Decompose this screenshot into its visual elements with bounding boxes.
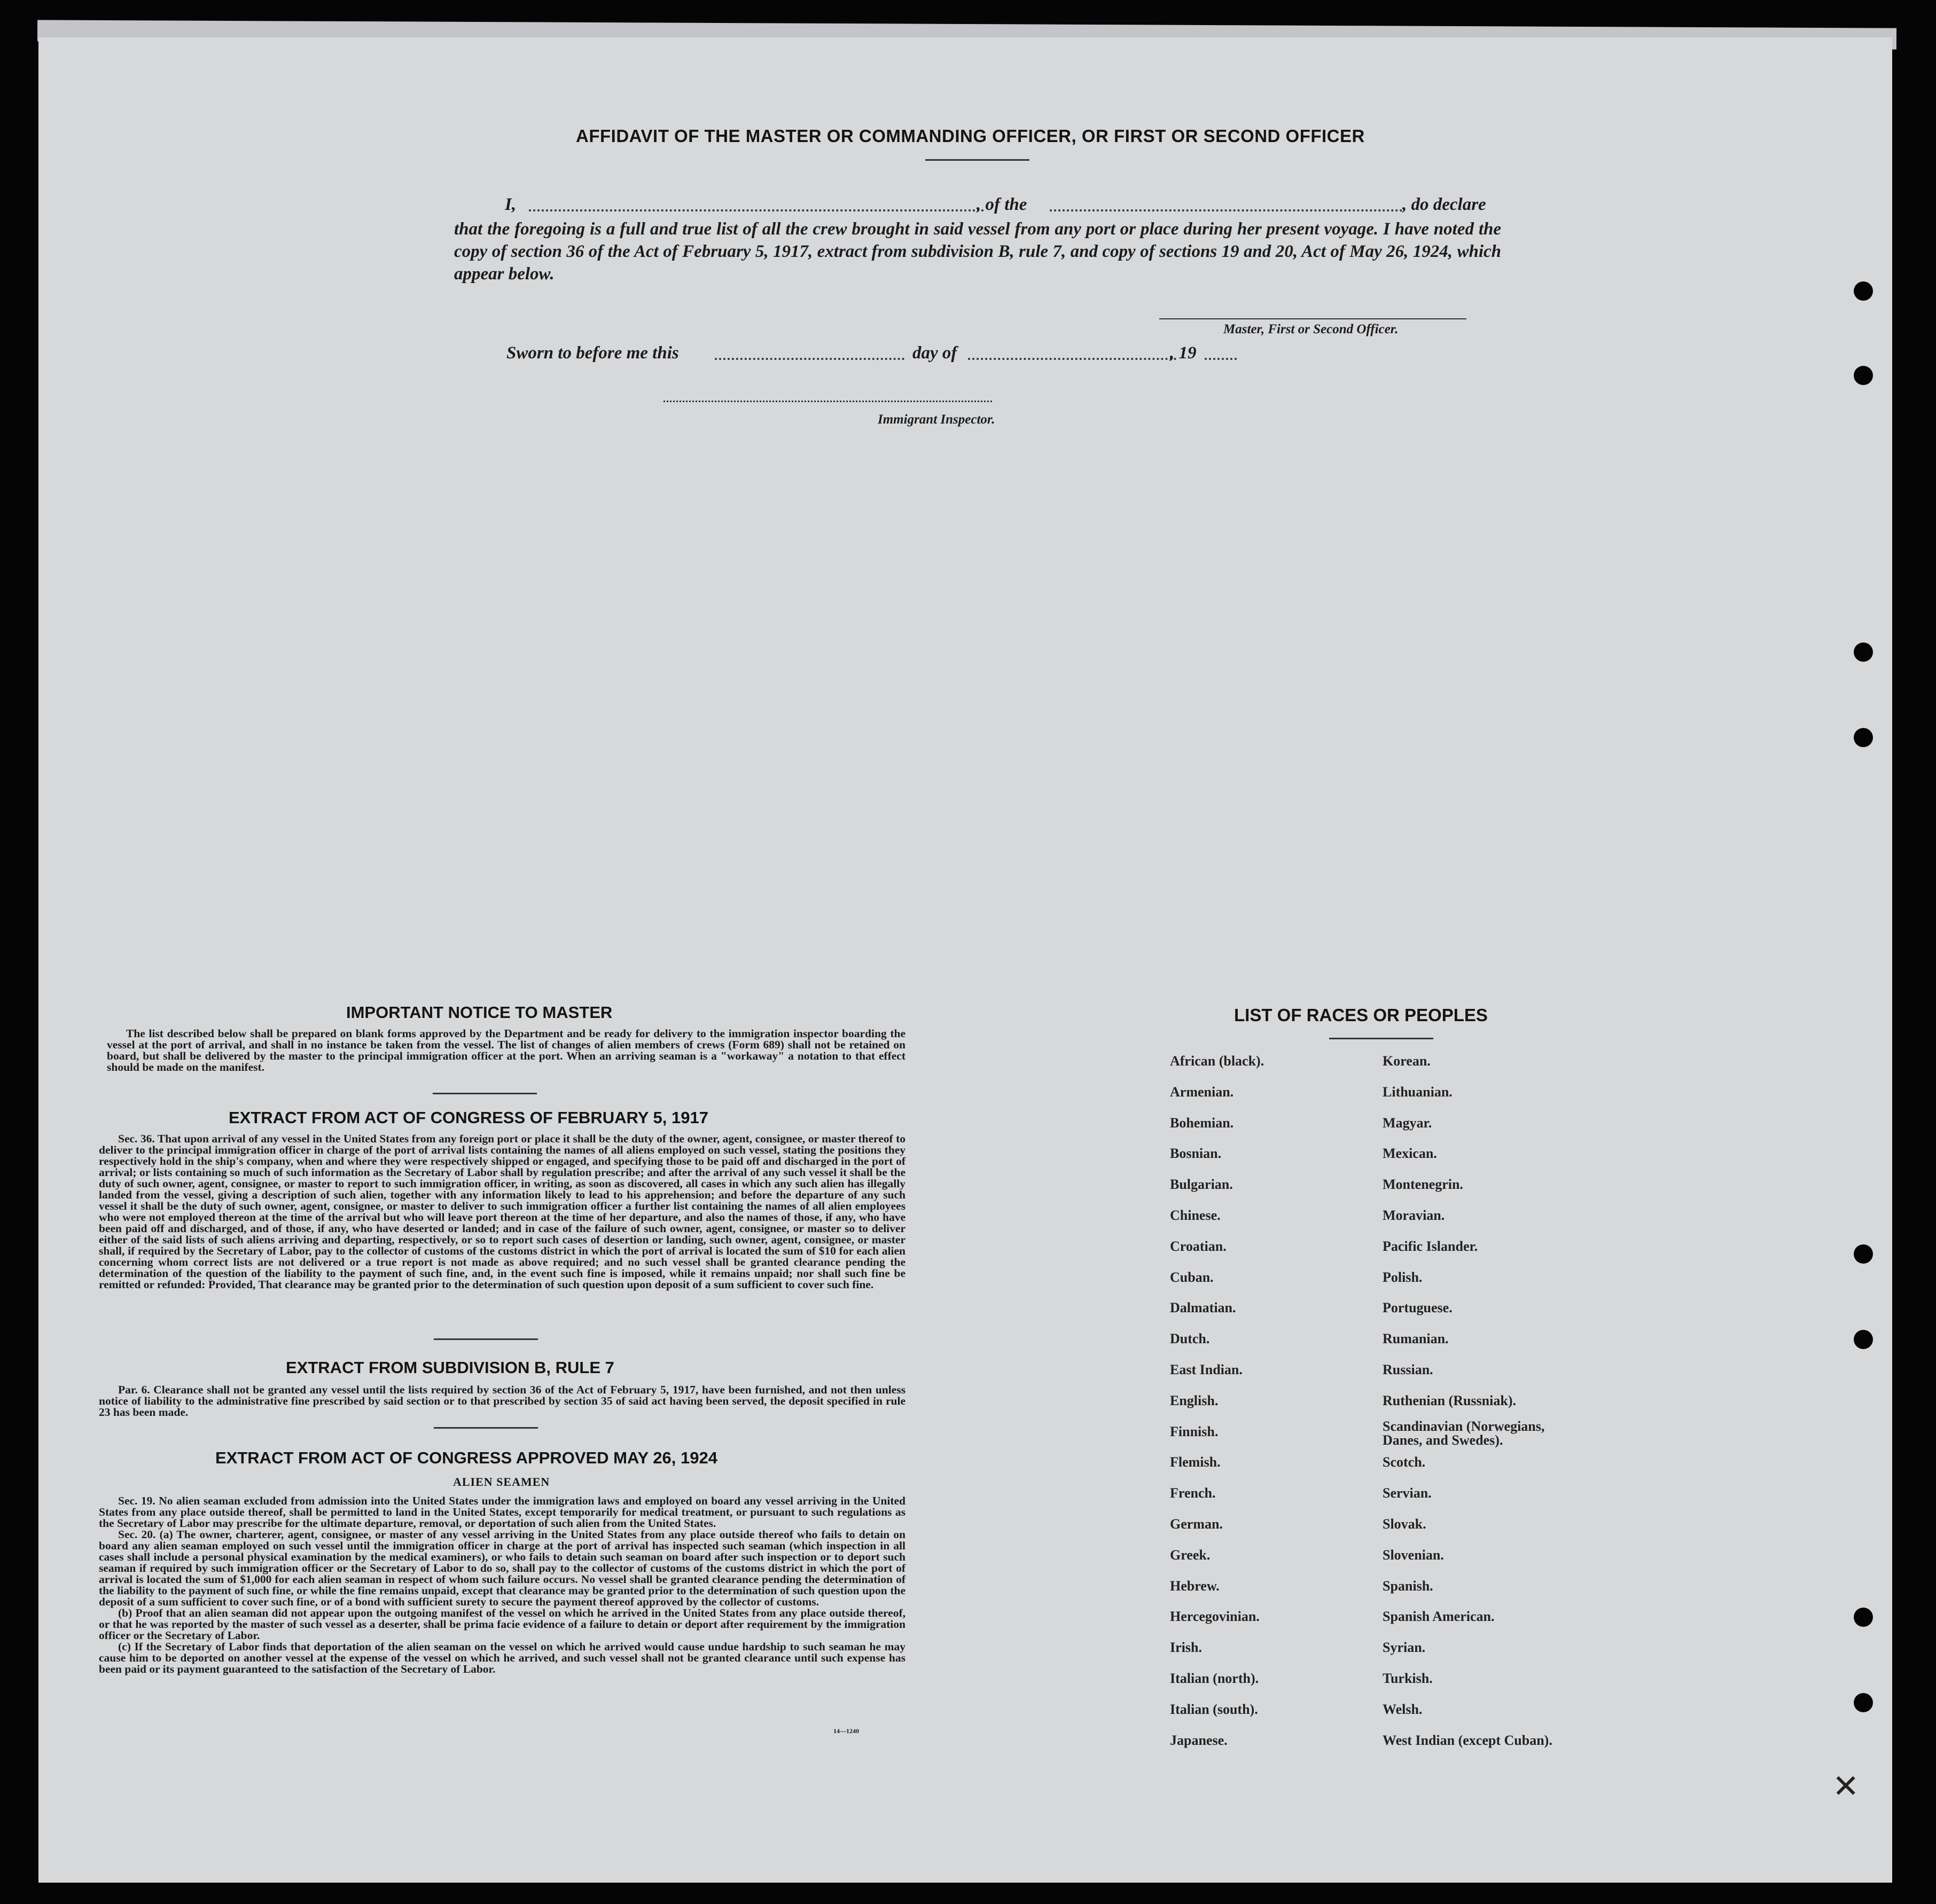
binder-hole [1854,1330,1873,1349]
race-item: Spanish. [1383,1578,1433,1594]
day-of-label: day of [912,343,957,363]
race-item: German. [1170,1516,1223,1532]
extract-1917-text [99,1133,905,1290]
sec-20b-paragraph: (b) Proof that an alien seaman did not appear upon the outgoing manifest of the vessel on which he arrived in the United States from any place outside thereof, or that he was reported by the master of such vessel as a deserter, shall be prima facie evidence of a failure to detain or deport after requirement by the immigration officer or the Secretary of Labor. [99,1607,905,1642]
race-item: West Indian (except Cuban). [1383,1732,1552,1748]
year-label: , 19 [1170,343,1197,363]
inspector-signature-line[interactable] [663,401,992,402]
race-item: Greek. [1170,1547,1211,1563]
race-item: English. [1170,1392,1219,1408]
affidavit-of-the-label: , of the [977,195,1027,214]
race-item: Bohemian. [1170,1115,1234,1131]
sworn-year-blank[interactable] [1205,358,1237,360]
race-item: Portuguese. [1383,1300,1453,1316]
race-item: French. [1170,1485,1216,1501]
race-item: Bosnian. [1170,1146,1222,1162]
race-item: Welsh. [1383,1701,1423,1717]
race-item: Japanese. [1170,1732,1228,1748]
race-item: Servian. [1383,1485,1432,1501]
inspector-label: Immigrant Inspector. [878,412,995,427]
race-item: Dutch. [1170,1331,1210,1347]
race-item: Italian (north). [1170,1671,1259,1686]
binder-hole [1854,642,1873,662]
binder-hole [1854,366,1873,385]
race-item: Slovenian. [1383,1547,1444,1563]
corner-tick-mark: ✕ [1832,1768,1860,1805]
race-item: Scandinavian (Norwegians, Danes, and Swedes). [1383,1418,1545,1448]
race-item: Montenegrin. [1383,1177,1463,1193]
notice-rule [433,1093,537,1094]
race-item: Dalmatian. [1170,1300,1236,1316]
race-item: Lithuanian. [1383,1084,1453,1100]
vessel-blank[interactable] [1050,209,1402,211]
sec-20a-paragraph: Sec. 20. (a) The owner, charterer, agent, consignee, or master of any vessel arriving in the United States from any place outside thereof who fails to detain on board any alien seaman employed on such vessel until the immigration officer in charge at the port of arrival has inspected such seaman (which inspection in all cases shall include a personal physical examination by the medical examiners), or who fails to detain such seaman on board after such inspection or to deport such seaman if required by such immigration officer or the Secretary of Labor to do so, shall pay to the collector of customs of the customs district in which the port of arrival is located the sum of $1,000 for each alien seaman in respect of whom such failure occurs. No vessel shall be granted clearance pending the determination of the liability to the payment of such fine, or while the fine remains unpaid, except that clearance may be granted prior to the determination of such question upon the deposit of a sum sufficient to cover such fine, or of a bond with sufficient surety to secure the payment thereof approved by the collector of customs. [99,1528,905,1608]
sworn-month-blank[interactable] [968,358,1176,360]
sec-19-paragraph: Sec. 19. No alien seaman excluded from admission into the United States under the immigration laws and employed on board any vessel arriving in the United States from any place outside thereof, shall be permitted to land in the United States, except temporarily for medical treatment, or pursuant to such regulations as the Secretary of Labor may prescribe for the ultimate departure, removal, or deportation of such alien from the United States. [99,1494,905,1530]
race-item: Russian. [1383,1362,1433,1377]
affidavit-declare-label: , do declare [1402,195,1486,214]
notice-text [107,1028,905,1073]
affidavit-title-rule [925,159,1029,161]
affidavit-body: that the foregoing is a full and true list of all the crew brought in said vessel from any port or place during her present voyage. I have noted the copy of section 36 of the Act of February 5, 1917, extract from subdivision B, rule 7, and copy of sections 19 and 20, Act of May 26, 1924, which appear below. [454,220,1501,284]
rule-7-rule [434,1427,538,1429]
race-item: Slovak. [1383,1516,1426,1532]
race-item: Bulgarian. [1170,1177,1233,1193]
race-item: Cuban. [1170,1269,1214,1285]
race-item: African (black). [1170,1053,1264,1069]
race-item: Italian (south). [1170,1701,1258,1717]
extract-1917-title: EXTRACT FROM ACT OF CONGRESS OF FEBRUARY 5, 1917 [229,1108,708,1127]
affidavit-i-label: I, [505,195,517,214]
race-item: Syrian. [1383,1640,1426,1656]
sworn-day-blank[interactable] [715,358,904,360]
extract-1924-text [99,1495,905,1675]
race-item: Turkish. [1383,1671,1433,1686]
affidavit-title: AFFIDAVIT OF THE MASTER OR COMMANDING OFFICER, OR FIRST OR SECOND OFFICER [576,126,1365,146]
race-item: Irish. [1170,1640,1202,1656]
races-title: LIST OF RACES OR PEOPLES [1234,1005,1488,1025]
sec-20c-paragraph: (c) If the Secretary of Labor finds that deportation of the alien seaman on the vessel on which he arrived would cause undue hardship to such seaman he may cause him to be deported on another vessel at the expense of the vessel on which he arrived, and such vessel shall not be granted clearance until such expense has been paid or its payment guaranteed to the satisfaction of the Secretary of Labor. [99,1640,905,1675]
signature-line[interactable] [1159,318,1466,319]
extract-1924-title: EXTRACT FROM ACT OF CONGRESS APPROVED MAY 26, 1924 [215,1448,717,1467]
binder-hole [1854,281,1873,301]
par-6-paragraph: Par. 6. Clearance shall not be granted any vessel until the lists required by section 36 of the Act of February 5, 1917, have been furnished, and not then unless notice of liability to the administrative fine prescribed by said section or to that prescribed by section 35 of said act having been served, the deposit specified in rule 23 has been made. [99,1383,905,1419]
rule-7-title: EXTRACT FROM SUBDIVISION B, RULE 7 [286,1358,614,1377]
alien-seamen-subtitle: ALIEN SEAMEN [453,1475,550,1488]
race-item: Finnish. [1170,1423,1219,1439]
race-item: Moravian. [1383,1208,1445,1223]
sworn-label: Sworn to before me this [506,343,679,363]
race-item: Mexican. [1383,1146,1437,1162]
rule-7-text [99,1384,905,1418]
race-item: Chinese. [1170,1208,1221,1223]
notice-paragraph: The list described below shall be prepared on blank forms approved by the Department and be ready for delivery to the immigration inspector boarding the vessel at the port of arrival, and shall in no instance be taken from the vessel. The list of changes of alien members of crews (Form 689) shall not be retained on board, but shall be delivered by the master to the principal immigration officer at the port. When an arriving seaman is a "workaway" a notation to that effect should be made on the manifest. [107,1027,905,1074]
section-36-paragraph: Sec. 36. That upon arrival of any vessel in the United States from any foreign port or place it shall be the duty of the owner, agent, consignee, or master thereof to deliver to the principal immigration officer in charge of the port of arrival lists containing the names of all aliens employed on such vessel, stating the positions they respectively hold in the ship's company, when and where they were respectively shipped or engaged, and specifying those to be paid off and discharged in the port of arrival; or lists containing so much of such information as the Secretary of Labor shall by regulation prescribe; and after the arrival of any such vessel it shall be the duty of such owner, agent, consignee, or master to report to such immigration officer, in writing, as soon as discovered, all cases in which any such alien has illegally landed from the vessel, giving a description of such alien, together with any information likely to lead to his apprehension; and before the departure of any such vessel it shall be the duty of such owner, agent, consignee, or master to deliver to such immigration officer a further list containing the names of all alien employees who were not employed thereon at the time of the arrival but who will leave port thereon at the time of her departure, and also the names of those, if any, who have been paid off and discharged, and of those, if any, who have deserted or landed; and in case of the failure of such owner, agent, consignee, or master so to deliver either of the said lists of such aliens arriving and departing, respectively, or so to report such cases of desertion or landing, such owner, agent, consignee, or master shall, if required by the Secretary of Labor, pay to the collector of customs of the customs district in which the port of arrival is located the sum of $10 for each alien concerning whom correct lists are not delivered or a true report is not made as above required; and no such vessel shall be granted clearance pending the determination of the question of the liability to the payment of such fine, and, in the event such fine is imposed, while it remains unpaid; nor shall such fine be remitted or refunded: Provided, That clearance may be granted prior to the determination of such question upon deposit of a sum sufficient to cover such fine. [99,1132,905,1291]
notice-title: IMPORTANT NOTICE TO MASTER [346,1003,613,1022]
name-blank[interactable] [529,209,984,211]
race-item: Hebrew. [1170,1578,1220,1594]
race-item: Korean. [1383,1053,1431,1069]
race-item: Magyar. [1383,1115,1432,1131]
race-item: East Indian. [1170,1362,1243,1377]
race-item: Croatian. [1170,1238,1227,1254]
races-title-rule [1329,1038,1433,1039]
binder-hole [1854,1608,1873,1627]
race-item: Hercegovinian. [1170,1609,1260,1625]
binder-hole [1854,1693,1873,1712]
binder-hole [1854,1244,1873,1264]
binder-hole [1854,728,1873,747]
race-item: Rumanian. [1383,1331,1449,1347]
extract-1917-rule [434,1338,538,1340]
race-item: Flemish. [1170,1454,1221,1470]
form-number: 14—1240 [833,1727,859,1735]
race-item: Spanish American. [1383,1609,1495,1625]
race-item: Polish. [1383,1269,1423,1285]
race-item: Pacific Islander. [1383,1238,1478,1254]
race-item: Ruthenian (Russniak). [1383,1392,1516,1408]
race-item: Armenian. [1170,1084,1234,1100]
race-item: Scotch. [1383,1454,1426,1470]
signature-label: Master, First or Second Officer. [1223,322,1399,336]
